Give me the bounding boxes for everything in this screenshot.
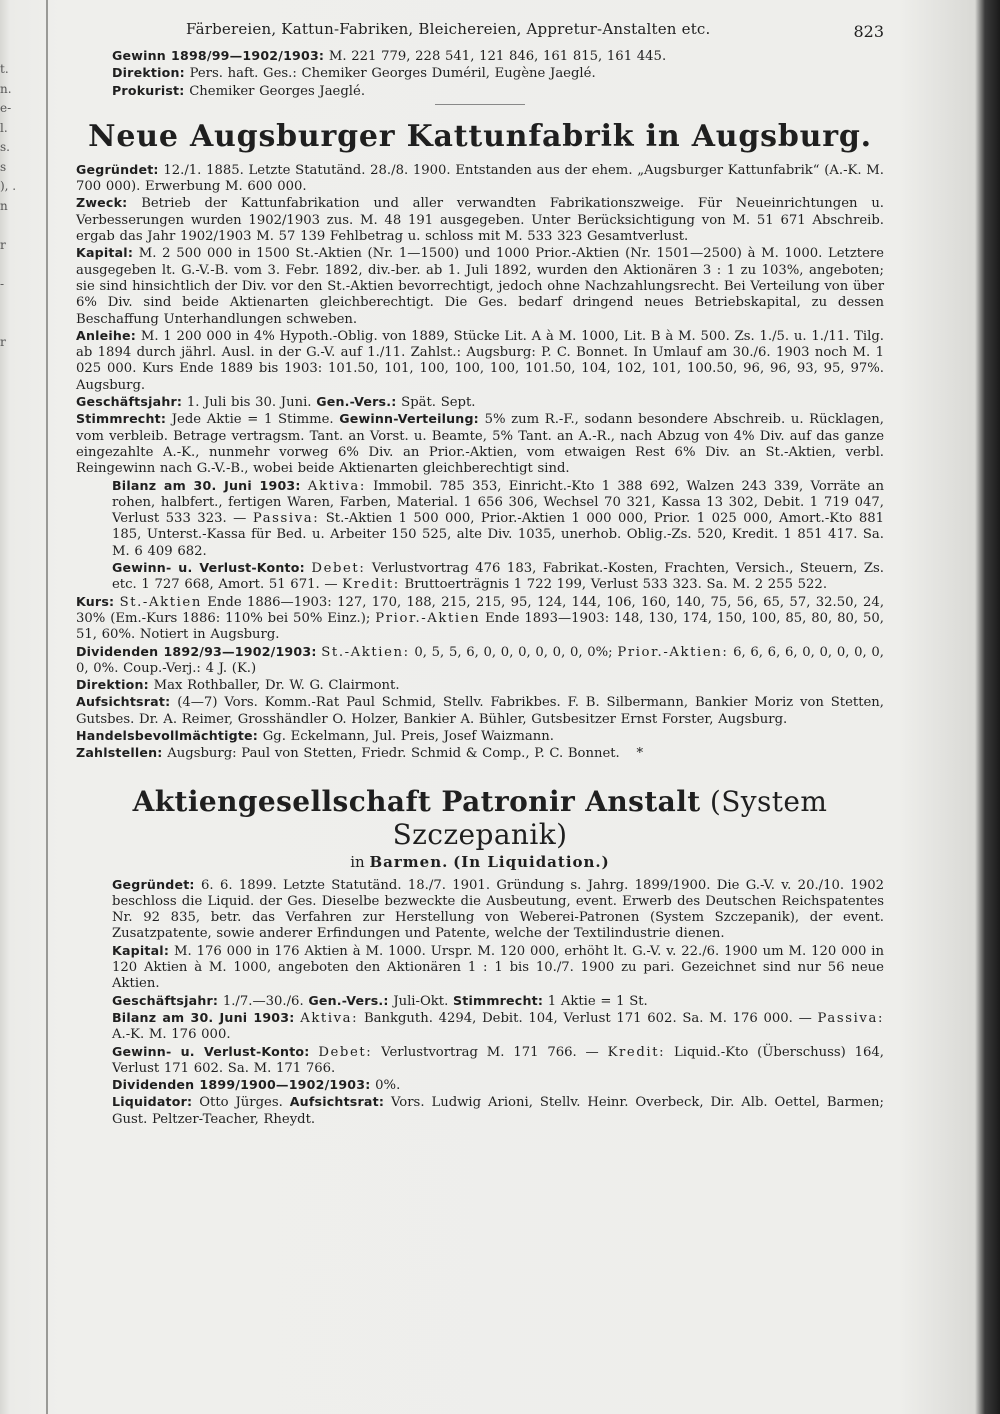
direktion-line xyxy=(76,65,884,82)
entry-title-main: Aktiengesellschaft Patronir Anstalt xyxy=(132,784,701,818)
footnote-star: * xyxy=(636,746,644,762)
gegruendet-paragraph xyxy=(76,877,884,943)
stimmrecht-label: Stimmrecht: xyxy=(452,992,544,1008)
gegruendet-label: Gegründet: xyxy=(76,161,159,177)
margin-fragment: r xyxy=(0,237,6,252)
kurs-st-label: St.-Aktien xyxy=(119,594,202,610)
margin-fragment: ), . xyxy=(0,179,17,193)
handelsbevollmaechtigte-text: Gg. Eckelmann, Jul. Preis, Josef Waizmann. xyxy=(262,728,554,744)
guv-debet-label: Debet: xyxy=(311,561,366,577)
entry-subtitle xyxy=(76,853,884,871)
bilanz-aktiva-label: Aktiva: xyxy=(300,1010,359,1026)
aufsichtsrat-paragraph xyxy=(76,694,884,728)
dividenden-text: 0%. xyxy=(375,1078,401,1094)
entry-title: Neue Augsburger Kattunfabrik in Augsburg. xyxy=(88,118,872,154)
entry-title xyxy=(76,785,884,851)
margin-fragment xyxy=(0,216,28,236)
margin-fragment: t. xyxy=(0,62,9,76)
margin-fragment: - xyxy=(0,276,5,291)
geschaeftsjahr-label: Geschäftsjahr: xyxy=(76,394,183,410)
gen-vers-text: Juli-Okt. xyxy=(393,993,449,1009)
zweck-paragraph xyxy=(76,195,884,245)
handelsbevollmaechtigte-label: Handelsbevollmächtigte: xyxy=(76,727,259,743)
previous-entry-tail xyxy=(76,48,884,105)
aufsichtsrat-label: Aufsichtsrat: xyxy=(76,694,171,710)
dividenden-paragraph xyxy=(76,1077,884,1094)
guv-debet-label: Debet: xyxy=(318,1044,373,1060)
margin-fragment xyxy=(0,353,28,373)
binding-gutter xyxy=(46,0,48,1414)
direktion-label: Direktion: xyxy=(112,65,185,81)
gen-vers-label: Gen.-Vers.: xyxy=(308,992,389,1008)
liquidator-text: Otto Jürges. xyxy=(199,1095,283,1111)
bilanz-label: Bilanz am 30. Juni 1903: xyxy=(112,1009,295,1025)
margin-fragment: n. xyxy=(0,81,12,96)
left-margin-fragments xyxy=(0,60,28,372)
guv-label: Gewinn- u. Verlust-Konto: xyxy=(112,560,305,576)
bilanz-passiva-label: Passiva: xyxy=(817,1010,884,1026)
bilanz-paragraph xyxy=(76,478,884,560)
margin-fragment xyxy=(0,255,28,275)
kurs-label: Kurs: xyxy=(76,593,115,609)
bilanz-paragraph xyxy=(76,1010,884,1044)
bilanz-aktiva-label: Aktiva: xyxy=(307,478,366,494)
direktion-text: Max Rothballer, Dr. W. G. Clairmont. xyxy=(153,678,400,694)
geschaeftsjahr-paragraph xyxy=(76,394,884,411)
prokurist-text: Chemiker Georges Jaeglé. xyxy=(189,83,366,99)
guv-debet-text: Verlustvortrag 476 183, Fabrikat.-Kosten, Frachten, Versich., Steuern, Zs. etc. 1 727 668, Amort. 51 671. — xyxy=(112,561,884,593)
running-head xyxy=(76,20,884,44)
subtitle-city: Barmen. xyxy=(369,852,449,871)
aufsichtsrat-label: Aufsichtsrat: xyxy=(289,1094,385,1110)
gewinn-text: M. 221 779, 228 541, 121 846, 161 815, 161 445. xyxy=(328,49,667,64)
gegruendet-paragraph xyxy=(76,162,884,196)
dividenden-st-text: 0, 5, 5, 6, 0, 0, 0, 0, 0, 0, 0%; xyxy=(414,644,613,660)
direktion-label: Direktion: xyxy=(76,677,149,693)
handelsbevollmaechtigte-paragraph xyxy=(76,728,884,745)
prokurist-line xyxy=(76,83,884,100)
dividenden-label: Dividenden 1892/93—1902/1903: xyxy=(76,643,317,659)
kapital-label: Kapital: xyxy=(112,942,170,958)
dividenden-prior-label: Prior.-Aktien: xyxy=(617,644,729,660)
liquidator-paragraph xyxy=(76,1094,884,1128)
margin-fragment: s xyxy=(0,159,7,174)
stimmrecht-text: Jede Aktie = 1 Stimme. xyxy=(171,412,334,428)
guv-kredit-label: Kredit: xyxy=(342,577,400,593)
entry-neue-augsburger-kattunfabrik xyxy=(76,119,884,763)
dividenden-prior-text: 6, 6, 6, 6, 0, 0, 0, 0, 0, 0, 0%. Coup.-Verj.: 4 J. (K.) xyxy=(76,644,884,676)
anleihe-label: Anleihe: xyxy=(76,327,137,343)
kurs-st-text: Ende 1886—1903: 127, 170, 188, 215, 215, 95, 124, 144, 106, 160, 140, 75, 56, 65, 57, 32.50, 24, 30% (Em.-Kurs 1886: 110% bei 50% Einz.); xyxy=(76,594,885,626)
gen-vers-label: Gen.-Vers.: xyxy=(316,394,397,410)
margin-fragment: e- xyxy=(0,101,12,115)
running-head-title: Färbereien, Kattun-Fabriken, Bleichereien, Appretur-Anstalten etc. xyxy=(186,20,711,38)
zahlstellen-label: Zahlstellen: xyxy=(76,745,163,761)
geschaeftsjahr-label: Geschäftsjahr: xyxy=(112,992,219,1008)
kapital-text: M. 2 500 000 in 1500 St.-Aktien (Nr. 1—1500) und 1000 Prior.-Aktien (Nr. 1501—2500) à M. 1000. Letztere ausgegeben lt. G.-V.-B. vom 3. Febr. 1892, div.-ber. ab 1. Juli 1892, wurden den Aktionären 3 : 1 zu 103%, angeboten; sie sind hinsichtlich der Div. vor den St.-Aktien bevorrechtigt, jedoch ohne Nachzahlungsrecht. Bei Verteilung von über 6% Div. sind beide Aktienarten gleichberechtigt. Die Ges. bedarf dringend neues Betriebskapital, zu dessen Beschaffung Unterhandlungen schweben. xyxy=(76,246,884,327)
anleihe-text: M. 1 200 000 in 4% Hypoth.-Oblig. von 1889, Stücke Lit. A à M. 1000, Lit. B à M. 500. Zs. 1./5. u. 1./11. Tilg. ab 1894 durch jährl. Ausl. in der G.-V. auf 1./11. Zahlst.: Augsburg: P. C. Bonnet. In Umlauf am 30./6. 1903 noch M. 1 025 000. Kurs Ende 1889 bis 1903: 101.50, 101, 100, 100, 100, 101.50, 104, 102, 101, 100.50, 96, 96, 93, 95, 97%. Augsburg. xyxy=(76,328,884,393)
stimmrecht-text: 1 Aktie = 1 St. xyxy=(547,993,648,1009)
gegruendet-text: 6. 6. 1899. Letzte Statutänd. 18./7. 1901. Gründung s. Jahrg. 1899/1900. Die G.-V. v. 20./10. 1902 beschloss die Liquid. der Ges. Dieselbe bezweckte die Ausbeutung, event. Erwerb des Deutschen Reichspatentes Nr. 92 835, betr. das Verfahren zur Herstellung von Weberei-Patronen (System Szczepanik), der event. Zusatzpatente, sowie anderer Erfindungen und Patente, welche der Textilindustrie dienen. xyxy=(112,877,884,942)
margin-fragment xyxy=(0,294,28,314)
margin-fragment: r xyxy=(0,335,6,349)
kapital-label: Kapital: xyxy=(76,245,134,261)
guv-kredit-text: Liquid.-Kto (Überschuss) 164, Verlust 171 602. Sa. M. 171 766. xyxy=(112,1044,884,1076)
prokurist-label: Prokurist: xyxy=(112,82,185,98)
bilanz-passiva-text: A.-K. M. 176 000. xyxy=(112,1027,231,1043)
bilanz-label: Bilanz am 30. Juni 1903: xyxy=(112,477,301,493)
anleihe-paragraph xyxy=(76,328,884,394)
guv-debet-text: Verlustvortrag M. 171 766. — xyxy=(381,1044,599,1060)
guv-paragraph xyxy=(76,1044,884,1078)
page-number: 823 xyxy=(853,22,884,41)
kapital-text: M. 176 000 in 176 Aktien à M. 1000. Urspr. M. 120 000, erhöht lt. G.-V. v. 22./6. 1900 um M. 120 000 in 120 Aktien à M. 1000, angeboten den Aktionären 1 : 1 bis 10./7. 1900 zu pari. Gezeichnet sind nur 56 neue Aktien. xyxy=(112,943,884,992)
zahlstellen-text: Augsburg: Paul von Stetten, Friedr. Schmid & Comp., P. C. Bonnet. xyxy=(167,746,620,762)
page-content xyxy=(76,20,884,1128)
margin-fragment xyxy=(0,314,28,334)
zahlstellen-paragraph xyxy=(76,745,884,762)
zweck-text: Betrieb der Kattunfabrikation und aller verwandten Fabrikationszweige. Für Neueinrichtungen u. Verbesserungen wurden 1902/1903 zus. M. 48 191 ausgegeben. Unter Berücksichtigung von M. 51 671 Abschreib. ergab das Jahr 1902/1903 M. 57 139 Fehlbetrag u. schloss mit M. 533 323 Gesamtverlust. xyxy=(76,196,885,245)
direktion-paragraph xyxy=(76,677,884,694)
gen-vers-text: Spät. Sept. xyxy=(401,395,476,411)
bilanz-passiva-label: Passiva: xyxy=(252,511,320,527)
gewinn-verteilung-text: 5% zum R.-F., sodann besondere Abschreib. u. Rücklagen, vom verbleib. Betrage vertragsm. Tant. an Vorst. u. Beamte, 5% Tant. an A.-R., nach Abzug von 4% Div. auf das ganze eingezahlte A.-K., nunmehr vorweg 6% Div. an Prior.-Aktien, vom etwaigen Rest 6% Div. an St.-Aktien, verbl. Reingewinn nach G.-V.-B., wobei beide Aktienarten gleichberechtigt sind. xyxy=(76,412,884,477)
kapital-paragraph xyxy=(76,943,884,993)
gegruendet-text: 12./1. 1885. Letzte Statutänd. 28./8. 1900. Entstanden aus der ehem. „Augsburger Kattunfabrik“ (A.-K. M. 700 000). Erwerbung M. 600 000. xyxy=(76,162,884,195)
section-divider xyxy=(435,104,525,105)
liquidator-label: Liquidator: xyxy=(112,1094,193,1110)
margin-fragment: n xyxy=(0,198,8,213)
guv-paragraph xyxy=(76,560,884,594)
gewinn-label: Gewinn 1898/99—1902/1903: xyxy=(112,48,325,63)
geschaeftsjahr-text: 1./7.—30./6. xyxy=(222,993,304,1009)
subtitle-in: in xyxy=(350,852,365,871)
geschaeftsjahr-paragraph xyxy=(76,993,884,1010)
aufsichtsrat-text: (4—7) Vors. Komm.-Rat Paul Schmid, Stellv. Fabrikbes. F. B. Silbermann, Bankier Moriz von Stetten, Gutsbes. Dr. A. Reimer, Grosshändler O. Holzer, Bankier A. Bühler, Gutsbesitzer Ernst Forster, Augsburg. xyxy=(76,695,884,727)
kurs-paragraph xyxy=(76,594,884,644)
guv-kredit-label: Kredit: xyxy=(607,1044,666,1060)
zweck-label: Zweck: xyxy=(76,195,128,211)
kapital-paragraph xyxy=(76,245,884,327)
bilanz-aktiva-text: Immobil. 785 353, Einricht.-Kto 1 388 692, Walzen 243 339, Vorräte an rohen, halbfert., fertigen Waren, Farben, Material. 1 656 306, Wechsel 70 321, Kassa 13 302, Debit. 1 719 047, Verlust 533 323. — xyxy=(112,478,884,527)
margin-fragment: s. xyxy=(0,140,10,154)
dividenden-paragraph xyxy=(76,644,884,678)
guv-label: Gewinn- u. Verlust-Konto: xyxy=(112,1043,310,1059)
kurs-prior-label: Prior.-Aktien xyxy=(375,610,481,626)
bilanz-passiva-text: St.-Aktien 1 500 000, Prior.-Aktien 1 000 000, Prior. 1 025 000, Amort.-Kto 881 185, Unterst.-Kassa für Bed. u. Arbeiter 150 525, alte Div. 1035, unerhob. Oblig.-Zs. 520, Kredit. 1 851 417. Sa. M. 6 409 682. xyxy=(112,511,885,559)
margin-fragment: l. xyxy=(0,120,8,135)
stimmrecht-paragraph xyxy=(76,411,884,477)
kurs-prior-text: Ende 1893—1903: 148, 130, 174, 150, 100, 85, 80, 80, 50, 51, 60%. Notiert in Augsburg. xyxy=(76,610,884,643)
aufsichtsrat-text: Vors. Ludwig Arioni, Stellv. Heinr. Overbeck, Dir. Alb. Oettel, Barmen; Gust. Peltzer-Teacher, Rheydt. xyxy=(112,1095,884,1127)
bilanz-aktiva-text: Bankguth. 4294, Debit. 104, Verlust 171 602. Sa. M. 176 000. — xyxy=(363,1010,812,1026)
dividenden-label: Dividenden 1899/1900—1902/1903: xyxy=(112,1077,371,1093)
entry-title-paren: (System Szczepanik) xyxy=(392,784,828,851)
stimmrecht-label: Stimmrecht: xyxy=(76,411,167,427)
geschaeftsjahr-text: 1. Juli bis 30. Juni. xyxy=(186,395,312,411)
direktion-text: Pers. haft. Ges.: Chemiker Georges Duméril, Eugène Jaeglé. xyxy=(189,66,596,82)
subtitle-liquidation: (In Liquidation.) xyxy=(453,852,610,871)
gewinn-line xyxy=(76,48,884,65)
gewinn-verteilung-label: Gewinn-Verteilung: xyxy=(339,411,479,427)
dividenden-st-label: St.-Aktien: xyxy=(321,644,410,660)
guv-kredit-text: Bruttoerträgnis 1 722 199, Verlust 533 323. Sa. M. 2 255 522. xyxy=(404,577,828,593)
entry-patronir-anstalt xyxy=(76,785,884,1128)
gegruendet-label: Gegründet: xyxy=(112,876,195,892)
